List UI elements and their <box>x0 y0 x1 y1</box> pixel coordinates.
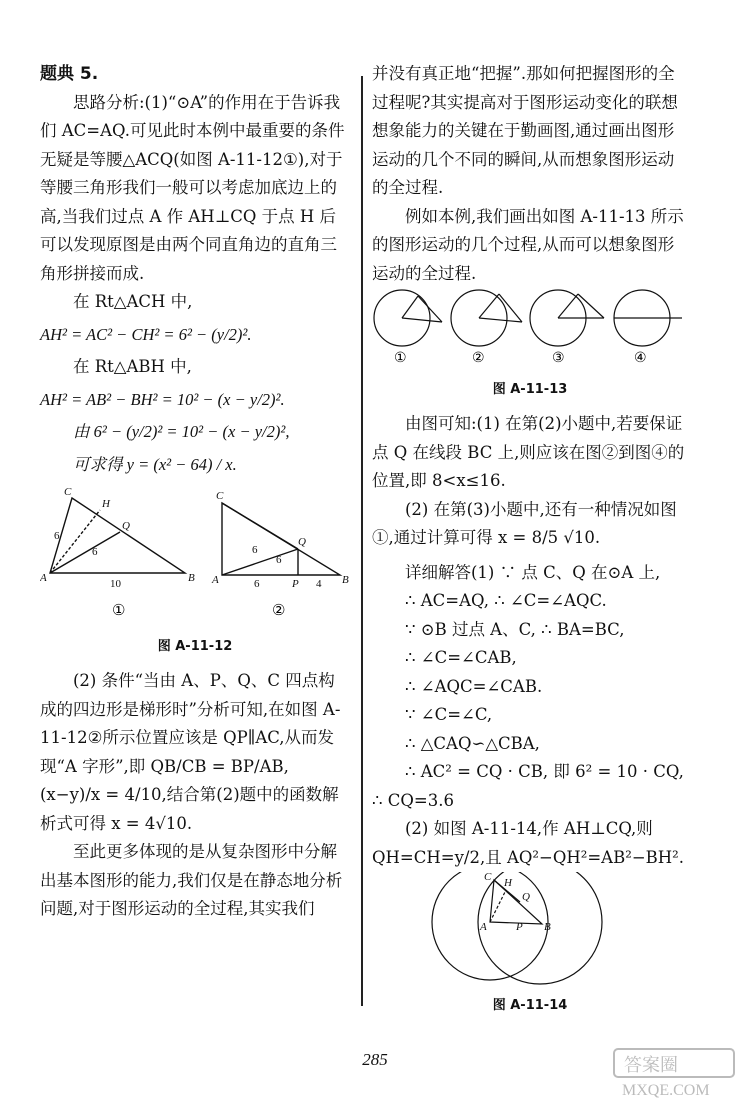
svg-text:B: B <box>342 574 349 586</box>
page-number: 285 <box>362 1050 388 1069</box>
svg-text:A: A <box>212 574 219 586</box>
svg-text:6: 6 <box>276 554 282 566</box>
svg-text:6: 6 <box>254 578 260 590</box>
svg-text:C: C <box>216 490 224 502</box>
left-column <box>40 60 350 924</box>
svg-text:10: 10 <box>110 578 121 590</box>
solution-line-1: 详细解答(1) ∵ 点 C、Q 在⊙A 上, <box>405 562 661 582</box>
svg-text:Q: Q <box>522 891 530 903</box>
solution-line-8: ∴ AC² = CQ · CB, 即 6² = 10 · CQ, ∴ CQ=3.6 <box>372 762 684 810</box>
problem-title: 题典 5. <box>40 64 99 84</box>
figure-a-11-12 <box>40 483 350 623</box>
svg-text:A: A <box>40 572 47 584</box>
analysis-paragraph-1: 思路分析:(1)“⊙A”的作用在于告诉我们 AC=AQ.可见此时本例中最重要的条件无疑是等腰△ACQ(如图 A-11-12①),对于等腰三角形我们一般可以考虑加底边上的高,当我们过点 A 作 AH⊥CQ 于点 H 后可以发现原图是由两个同直角边的直角三角形拼接而成. <box>40 92 345 283</box>
figure-caption-a-11-13: 图 A-11-13 <box>492 381 568 397</box>
solution-line-3: ∵ ⊙B 过点 A、C, ∴ BA=BC, <box>405 619 625 639</box>
svg-text:P: P <box>516 921 523 933</box>
right-paragraph-5: (2) 如图 A-11-14,作 AH⊥CQ,则 QH=CH=y/2,且 AQ²−QH²=AB²−BH². <box>372 819 685 867</box>
analysis-paragraph-3: 至此更多体现的是从复杂图形中分解出基本图形的能力,我们仅是在静态地分析问题,对于图形运动的全过程,其实我们 <box>40 842 343 918</box>
svg-text:Q: Q <box>298 536 306 548</box>
solution-line-5: ∴ ∠AQC=∠CAB. <box>405 676 543 696</box>
right-paragraph-1: 并没有真正地“把握”.那如何把握图形的全过程呢?其实提高对于图形运动变化的联想想象能力的关键在于勤画图,通过画出图形运动的几个不同的瞬间,从而想象图形运动的全过程. <box>372 64 678 197</box>
solution-line-4: ∴ ∠C=∠CAB, <box>405 648 517 667</box>
right-column <box>372 60 688 1021</box>
equation-result-y: 可求得 y = (x² − 64) / x. <box>73 454 237 474</box>
right-paragraph-2: 例如本例,我们画出如图 A-11-13 所示的图形运动的几个过程,从而可以想象图形运动的全过程. <box>372 206 684 283</box>
figure-a-11-14 <box>372 872 688 992</box>
svg-text:6: 6 <box>54 530 60 542</box>
analysis-paragraph-2: (2) 条件“当由 A、P、Q、C 四点构成的四边形是梯形时”分析可知,在如图 A-11-12②所示位置应该是 QP∥AC,从而发现“A 字形”,即 QB/CB = BP/AB, (x−y)/x = 4/10,结合第(2)题中的函数解析式可得 x = 4√10. <box>40 671 341 833</box>
svg-text:6: 6 <box>92 546 98 558</box>
rt-ach-label: 在 Rt△ACH 中, <box>73 292 193 311</box>
svg-text:Q: Q <box>122 520 130 532</box>
svg-text:H: H <box>504 877 512 889</box>
fig-a13-sub-4: ④ <box>634 351 647 366</box>
fig-a13-sub-3: ③ <box>552 351 565 366</box>
fig1-sub-1: ① <box>112 603 126 619</box>
figure-a-11-13 <box>372 288 688 366</box>
svg-text:H: H <box>102 498 110 510</box>
right-paragraph-4: (2) 在第(3)小题中,还有一种情况如图①,通过计算可得 x = 8/5 √10. <box>372 499 677 547</box>
svg-text:C: C <box>64 486 72 498</box>
right-paragraph-3: 由图可知:(1) 在第(2)小题中,若要保证点 Q 在线段 BC 上,则应该在图②到图④的位置,即 8<x≤16. <box>372 414 685 490</box>
svg-text:4: 4 <box>316 578 322 590</box>
svg-text:A: A <box>480 921 487 933</box>
watermark-logo <box>612 1047 742 1099</box>
figure-caption-a-11-14: 图 A-11-14 <box>492 998 568 1013</box>
svg-text:6: 6 <box>252 544 258 556</box>
fig-a13-sub-2: ② <box>472 351 485 366</box>
rt-abh-label: 在 Rt△ABH 中, <box>73 357 192 376</box>
svg-text:MXQE.COM: MXQE.COM <box>622 1082 710 1099</box>
fig-a13-sub-1: ① <box>394 351 407 366</box>
svg-text:P: P <box>292 578 299 590</box>
equation-ah-abh: AH² = AB² − BH² = 10² − (x − y/2)². <box>40 389 285 409</box>
svg-text:答案圈: 答案圈 <box>624 1055 678 1075</box>
equation-ah-acq: AH² = AC² − CH² = 6² − (y/2)². <box>40 324 252 344</box>
equation-combined: 由 6² − (y/2)² = 10² − (x − y/2)², <box>73 422 290 441</box>
solution-line-2: ∴ AC=AQ, ∴ ∠C=∠AQC. <box>405 591 607 610</box>
solution-line-6: ∵ ∠C=∠C, <box>405 705 493 724</box>
svg-text:B: B <box>188 572 195 584</box>
svg-text:C: C <box>484 872 492 883</box>
fig2-sub-2: ② <box>272 603 286 619</box>
column-divider <box>361 76 363 1006</box>
solution-line-7: ∴ △CAQ∽△CBA, <box>405 733 540 753</box>
figure-caption-a-11-12: 图 A-11-12 <box>157 638 233 654</box>
fig1-triangle <box>50 498 185 573</box>
svg-text:B: B <box>544 921 551 933</box>
